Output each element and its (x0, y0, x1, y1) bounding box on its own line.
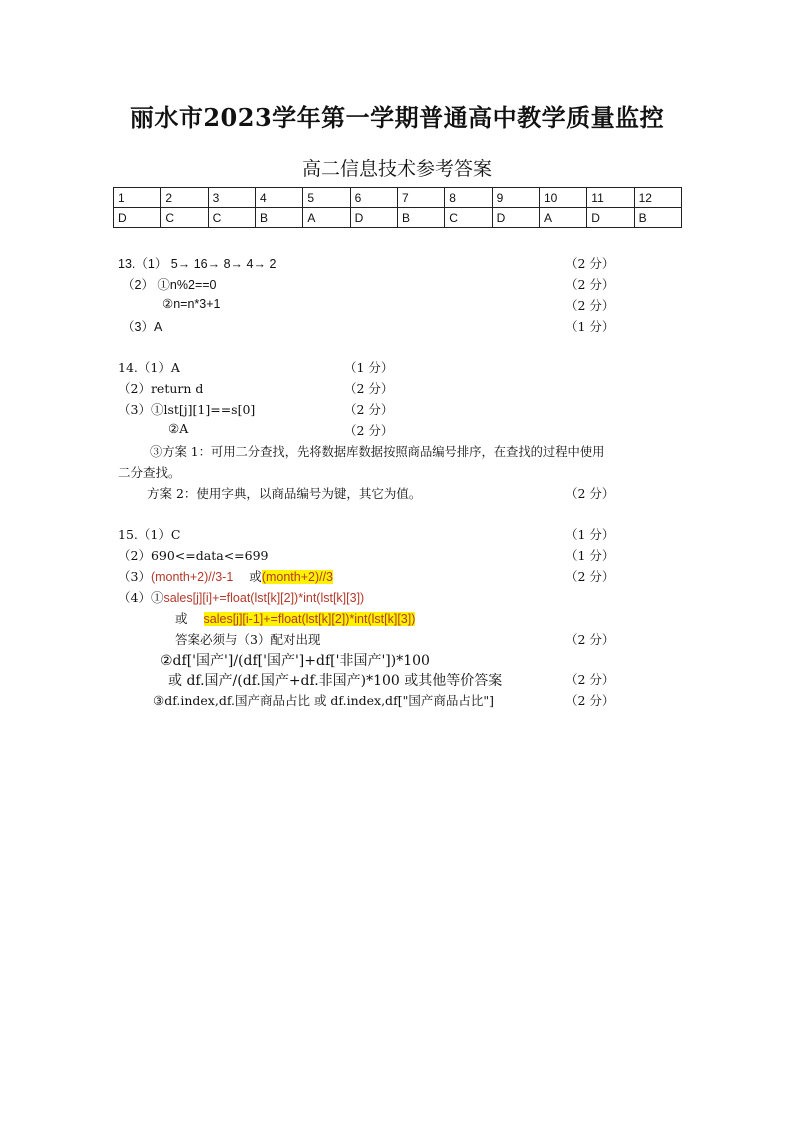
q14-part3: （3）①lst[j][1]==s[0] (118, 402, 256, 417)
table-cell: 5 (303, 188, 350, 208)
table-cell: 10 (539, 188, 586, 208)
q15-part4-note-score: （2 分） (565, 632, 615, 647)
table-cell: 9 (492, 188, 539, 208)
q15-part4b-alt: 或 df.国产/(df.国产+df.非国产)*100 或其他等价答案 (168, 673, 503, 689)
table-cell: D (114, 208, 161, 228)
table-cell: 12 (634, 188, 681, 208)
q14-part2: （2）return d (118, 381, 204, 396)
table-cell: 3 (208, 188, 255, 208)
q13-part3: （3）A (122, 320, 163, 334)
table-cell: B (255, 208, 302, 228)
q15-part4b-score: （2 分） (565, 672, 615, 687)
table-cell: C (161, 208, 208, 228)
q15-part3-prefix: （3） (118, 569, 151, 584)
q15-part3-answer-b: (month+2)//3 (261, 570, 334, 584)
q15-part4-or: 或 (175, 611, 188, 626)
page-title: 丽水市2023学年第一学期普通高中教学质量监控 (129, 103, 665, 132)
table-cell: C (208, 208, 255, 228)
table-cell: 2 (161, 188, 208, 208)
table-cell: 1 (114, 188, 161, 208)
q15-part4-answer-a: sales[j][i]+=float(lst[k][2])*int(lst[k][3]) (163, 591, 365, 605)
q15-part2-score: （1 分） (565, 548, 615, 563)
q13-part2b-score: （2 分） (565, 298, 615, 313)
q15-part4c-score: （2 分） (565, 693, 615, 708)
q15-part4-answer-b: sales[j][i-1]+=float(lst[k][2])*int(lst[k][3]) (203, 612, 416, 626)
q14-plan1: ③方案 1：可用二分查找，先将数据库数据按照商品编号排序，在查找的过程中使用 (150, 445, 605, 459)
q15-part4-alt (175, 609, 415, 627)
table-cell: A (539, 208, 586, 228)
q14-part3b-score: （2 分） (344, 423, 394, 438)
table-cell: B (634, 208, 681, 228)
table-row-numbers (114, 188, 682, 208)
q13-part2-score: （2 分） (565, 277, 615, 292)
answer-table (113, 187, 682, 228)
table-cell: 7 (397, 188, 444, 208)
table-cell: A (303, 208, 350, 228)
q14-part3b: ②A (168, 421, 189, 436)
q15-part4-prefix: （4）① (118, 590, 164, 605)
q14-plan2: 方案 2：使用字典，以商品编号为键，其它为值。 (147, 486, 422, 501)
table-cell: B (397, 208, 444, 228)
q15-part4-note: 答案必须与（3）配对出现 (175, 632, 321, 647)
table-cell: 6 (350, 188, 397, 208)
table-cell: 4 (255, 188, 302, 208)
table-cell: D (350, 208, 397, 228)
q13-part2b: ②n=n*3+1 (162, 297, 221, 311)
q15-part2: （2）690<=data<=699 (118, 548, 269, 563)
table-cell: D (587, 208, 634, 228)
q14-plan1-cont: 二分查找。 (118, 465, 181, 480)
q13-part2: （2） ①n%2==0 (122, 278, 217, 292)
table-row-answers (114, 208, 682, 228)
q13-part3-score: （1 分） (565, 319, 615, 334)
q14-part3-score: （2 分） (344, 402, 394, 417)
q13-part1: 13.（1） 5→ 16→ 8→ 4→ 2 (118, 257, 277, 271)
q14-part1: 14.（1）A (118, 360, 180, 375)
q14-plan2-score: （2 分） (565, 486, 615, 501)
q13-part1-score: （2 分） (565, 256, 615, 271)
q15-part4b: ②df['国产']/(df['国产']+df['非国产'])*100 (160, 653, 430, 669)
table-cell: 8 (445, 188, 492, 208)
q15-part1: 15.（1）C (118, 527, 181, 542)
q15-part3 (118, 567, 333, 585)
q15-part3-score: （2 分） (565, 569, 615, 584)
q15-part4c: ③df.index,df.国产商品占比 或 df.index,df["国产商品占比"] (153, 693, 494, 708)
q15-part4 (118, 588, 364, 606)
table-cell: 11 (587, 188, 634, 208)
q14-part1-score: （1 分） (344, 360, 394, 375)
table-cell: C (445, 208, 492, 228)
table-cell: D (492, 208, 539, 228)
q15-part3-answer-a: (month+2)//3-1 (150, 570, 234, 584)
q14-part2-score: （2 分） (344, 381, 394, 396)
q15-part1-score: （1 分） (565, 527, 615, 542)
q15-part3-or: 或 (249, 569, 262, 584)
page-subtitle: 高二信息技术参考答案 (301, 158, 492, 180)
